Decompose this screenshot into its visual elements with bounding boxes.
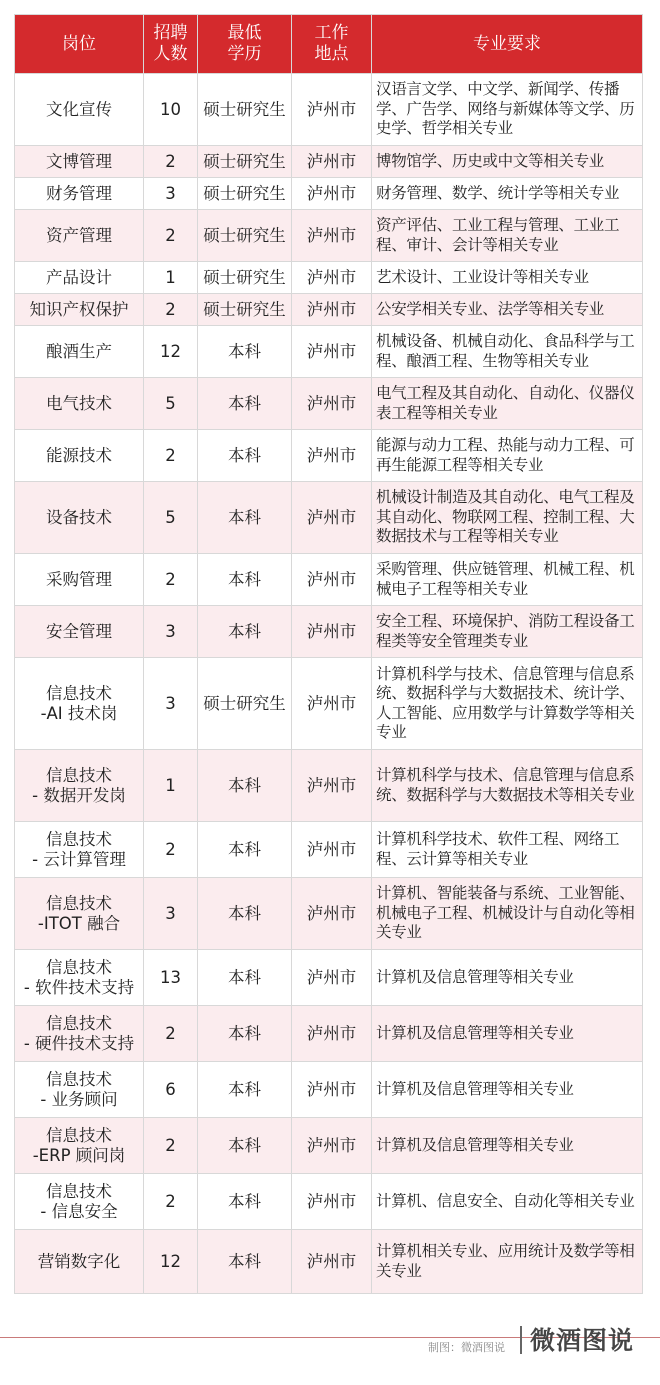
position-name: 安全管理 <box>46 621 112 641</box>
cell-requirement: 安全工程、环境保护、消防工程设备工程类等安全管理类专业 <box>372 606 643 658</box>
cell-count: 2 <box>144 430 198 482</box>
position-name: 能源技术 <box>46 445 112 465</box>
cell-location: 泸州市 <box>292 554 372 606</box>
cell-position <box>15 950 144 1006</box>
table-row <box>15 1006 643 1062</box>
brand-logo: 微酒图说 <box>530 1326 635 1355</box>
table-row <box>15 482 643 554</box>
cell-position <box>15 750 144 822</box>
cell-count: 3 <box>144 606 198 658</box>
position-name: 设备技术 <box>46 507 112 527</box>
position-name: 产品设计 <box>46 267 112 287</box>
cell-location: 泸州市 <box>292 1118 372 1174</box>
cell-location: 泸州市 <box>292 658 372 750</box>
header-count: 招聘 人数 <box>144 15 198 74</box>
position-subname: - 软件技术支持 <box>23 977 135 997</box>
cell-count: 3 <box>144 878 198 950</box>
position-subname: - 云计算管理 <box>32 849 126 869</box>
footer-credit: 制图：微酒图说 <box>428 1341 505 1354</box>
position-name: 信息技术 <box>46 957 112 977</box>
header-position: 岗位 <box>15 15 144 74</box>
table-row <box>15 326 643 378</box>
table-header-row <box>15 15 643 74</box>
position-name: 信息技术 <box>46 893 112 913</box>
position-subname: -ERP 顾问岗 <box>32 1145 126 1165</box>
cell-position <box>15 74 144 146</box>
cell-requirement: 汉语言文学、中文学、新闻学、传播学、广告学、网络与新媒体等文学、历史学、哲学相关专业 <box>372 74 643 146</box>
position-name: 信息技术 <box>46 765 112 785</box>
footer-logo-divider <box>520 1326 522 1354</box>
table-row <box>15 750 643 822</box>
cell-requirement: 计算机及信息管理等相关专业 <box>372 950 643 1006</box>
cell-education: 硕士研究生 <box>198 74 292 146</box>
cell-position <box>15 146 144 178</box>
cell-requirement: 计算机科学与技术、信息管理与信息系统、数据科学与大数据技术等相关专业 <box>372 750 643 822</box>
cell-requirement: 计算机科学技术、软件工程、网络工程、云计算等相关专业 <box>372 822 643 878</box>
cell-location: 泸州市 <box>292 146 372 178</box>
position-name: 财务管理 <box>46 183 112 203</box>
table-row <box>15 262 643 294</box>
table-row <box>15 378 643 430</box>
cell-count: 2 <box>144 146 198 178</box>
cell-location: 泸州市 <box>292 1174 372 1230</box>
cell-count: 1 <box>144 750 198 822</box>
cell-requirement: 采购管理、供应链管理、机械工程、机械电子工程等相关专业 <box>372 554 643 606</box>
cell-position <box>15 1006 144 1062</box>
table-row <box>15 1174 643 1230</box>
position-name: 采购管理 <box>46 569 112 589</box>
position-name: 信息技术 <box>46 683 112 703</box>
cell-requirement: 财务管理、数学、统计学等相关专业 <box>372 178 643 210</box>
cell-location: 泸州市 <box>292 606 372 658</box>
cell-education: 本科 <box>198 1118 292 1174</box>
position-name: 信息技术 <box>46 1125 112 1145</box>
cell-count: 2 <box>144 1118 198 1174</box>
position-name: 营销数字化 <box>37 1251 121 1271</box>
cell-requirement: 计算机及信息管理等相关专业 <box>372 1062 643 1118</box>
cell-location: 泸州市 <box>292 1230 372 1294</box>
cell-education: 硕士研究生 <box>198 294 292 326</box>
cell-requirement: 艺术设计、工业设计等相关专业 <box>372 262 643 294</box>
cell-requirement: 计算机、信息安全、自动化等相关专业 <box>372 1174 643 1230</box>
cell-position <box>15 178 144 210</box>
table-row <box>15 1062 643 1118</box>
header-location: 工作 地点 <box>292 15 372 74</box>
table-row <box>15 178 643 210</box>
table-row <box>15 74 643 146</box>
cell-location: 泸州市 <box>292 262 372 294</box>
cell-requirement: 公安学相关专业、法学等相关专业 <box>372 294 643 326</box>
cell-count: 6 <box>144 1062 198 1118</box>
table-row <box>15 1230 643 1294</box>
cell-requirement: 计算机科学与技术、信息管理与信息系统、数据科学与大数据技术、统计学、人工智能、应用数学与计算数学等相关专业 <box>372 658 643 750</box>
cell-position <box>15 326 144 378</box>
cell-education: 本科 <box>198 1006 292 1062</box>
cell-count: 5 <box>144 482 198 554</box>
cell-education: 硕士研究生 <box>198 178 292 210</box>
cell-position <box>15 1230 144 1294</box>
cell-count: 3 <box>144 658 198 750</box>
cell-location: 泸州市 <box>292 326 372 378</box>
cell-requirement: 电气工程及其自动化、自动化、仪器仪表工程等相关专业 <box>372 378 643 430</box>
table-row <box>15 950 643 1006</box>
cell-position <box>15 1174 144 1230</box>
position-name: 信息技术 <box>46 829 112 849</box>
cell-position <box>15 554 144 606</box>
table-row <box>15 878 643 950</box>
table-row <box>15 146 643 178</box>
cell-location: 泸州市 <box>292 950 372 1006</box>
table-row <box>15 658 643 750</box>
cell-count: 2 <box>144 554 198 606</box>
position-subname: - 信息安全 <box>40 1201 118 1221</box>
cell-location: 泸州市 <box>292 750 372 822</box>
cell-requirement: 博物馆学、历史或中文等相关专业 <box>372 146 643 178</box>
cell-education: 本科 <box>198 482 292 554</box>
cell-position <box>15 482 144 554</box>
cell-position <box>15 1118 144 1174</box>
cell-position <box>15 658 144 750</box>
position-subname: -AI 技术岗 <box>40 703 118 723</box>
cell-education: 硕士研究生 <box>198 210 292 262</box>
cell-position <box>15 606 144 658</box>
cell-location: 泸州市 <box>292 878 372 950</box>
cell-count: 2 <box>144 210 198 262</box>
position-name: 信息技术 <box>46 1013 112 1033</box>
cell-education: 本科 <box>198 606 292 658</box>
position-name: 资产管理 <box>46 225 112 245</box>
header-education: 最低 学历 <box>198 15 292 74</box>
position-name: 信息技术 <box>46 1069 112 1089</box>
position-name: 知识产权保护 <box>29 299 129 319</box>
cell-location: 泸州市 <box>292 482 372 554</box>
cell-requirement: 计算机相关专业、应用统计及数学等相关专业 <box>372 1230 643 1294</box>
recruitment-table-container <box>14 14 644 1294</box>
cell-count: 2 <box>144 822 198 878</box>
cell-count: 10 <box>144 74 198 146</box>
cell-count: 2 <box>144 1174 198 1230</box>
cell-count: 12 <box>144 326 198 378</box>
cell-count: 13 <box>144 950 198 1006</box>
position-name: 电气技术 <box>46 393 112 413</box>
table-row <box>15 430 643 482</box>
position-subname: - 硬件技术支持 <box>23 1033 135 1053</box>
cell-requirement: 资产评估、工业工程与管理、工业工程、审计、会计等相关专业 <box>372 210 643 262</box>
cell-education: 硕士研究生 <box>198 658 292 750</box>
cell-education: 本科 <box>198 430 292 482</box>
cell-location: 泸州市 <box>292 294 372 326</box>
cell-education: 本科 <box>198 750 292 822</box>
cell-education: 本科 <box>198 1062 292 1118</box>
cell-requirement: 计算机及信息管理等相关专业 <box>372 1118 643 1174</box>
cell-education: 本科 <box>198 950 292 1006</box>
table-row <box>15 554 643 606</box>
cell-requirement: 机械设计制造及其自动化、电气工程及其自动化、物联网工程、控制工程、大数据技术与工程等相关专业 <box>372 482 643 554</box>
cell-education: 本科 <box>198 1230 292 1294</box>
cell-location: 泸州市 <box>292 1062 372 1118</box>
cell-location: 泸州市 <box>292 74 372 146</box>
cell-location: 泸州市 <box>292 210 372 262</box>
cell-count: 5 <box>144 378 198 430</box>
position-subname: -ITOT 融合 <box>37 913 121 933</box>
position-name: 信息技术 <box>46 1181 112 1201</box>
cell-education: 本科 <box>198 326 292 378</box>
position-name: 文博管理 <box>46 151 112 171</box>
cell-requirement: 计算机、智能装备与系统、工业智能、机械电子工程、机械设计与自动化等相关专业 <box>372 878 643 950</box>
cell-position <box>15 262 144 294</box>
cell-education: 本科 <box>198 1174 292 1230</box>
cell-requirement: 能源与动力工程、热能与动力工程、可再生能源工程等相关专业 <box>372 430 643 482</box>
cell-location: 泸州市 <box>292 178 372 210</box>
cell-education: 本科 <box>198 554 292 606</box>
cell-position <box>15 210 144 262</box>
cell-location: 泸州市 <box>292 430 372 482</box>
cell-count: 3 <box>144 178 198 210</box>
cell-position <box>15 822 144 878</box>
cell-education: 本科 <box>198 822 292 878</box>
cell-count: 1 <box>144 262 198 294</box>
cell-position <box>15 430 144 482</box>
header-requirement: 专业要求 <box>372 15 643 74</box>
cell-position <box>15 378 144 430</box>
cell-count: 2 <box>144 1006 198 1062</box>
cell-education: 本科 <box>198 378 292 430</box>
cell-location: 泸州市 <box>292 378 372 430</box>
cell-requirement: 计算机及信息管理等相关专业 <box>372 1006 643 1062</box>
cell-position <box>15 878 144 950</box>
cell-count: 2 <box>144 294 198 326</box>
cell-education: 硕士研究生 <box>198 262 292 294</box>
cell-position <box>15 1062 144 1118</box>
cell-location: 泸州市 <box>292 1006 372 1062</box>
cell-count: 12 <box>144 1230 198 1294</box>
position-subname: - 数据开发岗 <box>32 785 126 805</box>
recruitment-table <box>14 14 643 1294</box>
table-row <box>15 1118 643 1174</box>
table-row <box>15 822 643 878</box>
cell-position <box>15 294 144 326</box>
table-row <box>15 606 643 658</box>
table-row <box>15 294 643 326</box>
position-subname: - 业务顾问 <box>40 1089 118 1109</box>
cell-education: 硕士研究生 <box>198 146 292 178</box>
cell-education: 本科 <box>198 878 292 950</box>
position-name: 酿酒生产 <box>46 341 112 361</box>
table-row <box>15 210 643 262</box>
position-name: 文化宣传 <box>46 99 112 119</box>
cell-requirement: 机械设备、机械自动化、食品科学与工程、酿酒工程、生物等相关专业 <box>372 326 643 378</box>
cell-location: 泸州市 <box>292 822 372 878</box>
